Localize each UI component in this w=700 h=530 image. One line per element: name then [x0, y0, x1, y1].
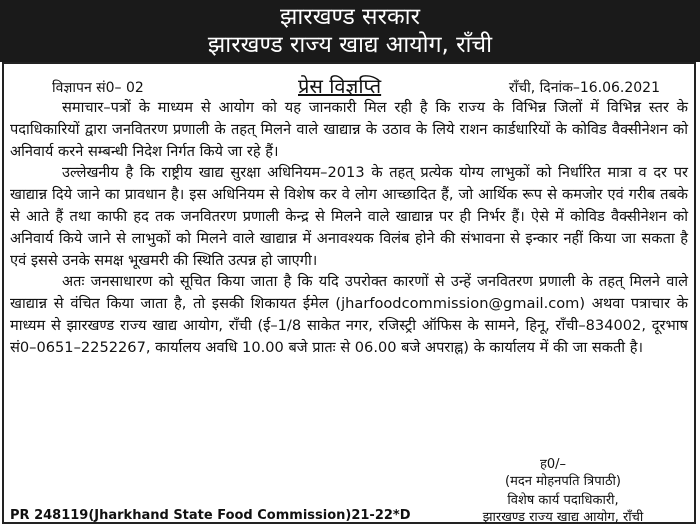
commission-title: झारखण्ड राज्य खाद्य आयोग, राँची [207, 32, 493, 58]
signatory-designation: विशेष कार्य पदाधिकारी, [507, 493, 619, 508]
signatory-organization: झारखण्ड राज्य खाद्य आयोग, राँची [482, 510, 644, 525]
paragraph-3: अतः जनसाधारण को सूचित किया जाता है कि यदि उपरोक्त कारणों से उन्हें जनवितरण प्रणाली के तहत् मिलने वाले खाद्यान्न से वंचित किया जाता है, तो इसकी शिकायत ईमेल (jharfoodcommission@gmail.com) अथवा पत्राचार के माध्यम से झारखण्ड राज्य खाद्य आयोग, राँची (ई–1/8 साकेत नगर, रजिस्ट्री ऑफिस के सामने, हिनू, राँची–834002, दूरभाष सं0–0651–2252267, कार्यालय अवधि 10.00 बजे प्रातः से 06.00 बजे अपराह्न) के कार्यालय में की जा सकती है। [10, 273, 688, 356]
release-code: PR 248119(Jharkhand State Food Commission)21-22*D [10, 508, 411, 523]
signatory-name: (मदन मोहनपति त्रिपाठी) [505, 474, 621, 489]
place-date: राँची, दिनांक–16.06.2021 [508, 80, 660, 96]
press-release-title: प्रेस विज्ञप्ति [298, 74, 382, 98]
paragraph-1: समाचार–पत्रों के माध्यम से आयोग को यह जानकारी मिल रही है कि राज्य के विभिन्न जिलों में विभिन्न स्तर के पदाधिकारियों द्वारा जनवितरण प्रणाली के तहत् मिलने वाले खाद्यान्न के उठाव के लिये राशन कार्डधारियों के कोविड वैक्सीनेशन को अनिवार्य करने सम्बन्धी निदेश निर्गत किये जा रहे हैं। [10, 99, 688, 160]
signature-mark: ह0/– [540, 457, 567, 472]
body-text [10, 97, 688, 359]
paragraph-2: उल्लेखनीय है कि राष्ट्रीय खाद्य सुरक्षा अधिनियम–2013 के तहत् प्रत्येक योग्य लाभुकों को निर्धारित मात्रा व दर पर खाद्यान्न दिये जाने का प्रावधान है। इस अधिनियम से विशेष कर वे लोग आच्छादित हैं, जो आर्थिक रूप से कमजोर एवं गरीब तबके से आते हैं तथा काफी हद तक जनवितरण प्रणाली केन्द्र से मिलने वाले खाद्यान्न पर ही निर्भर हैं। ऐसे में कोविड वैक्सीनेशन को अनिवार्य किये जाने से लाभुकों को मिलने वाले खाद्यान्न में अनावश्यक विलंब होने की संभावना से इन्कार नहीं किया जा सकता है एवं इससे उनके समक्ष भूखमरी की स्थिति उत्पन्न हो जाएगी। [10, 164, 688, 269]
ad-number: विज्ञापन सं0– 02 [52, 80, 144, 96]
government-title: झारखण्ड सरकार [279, 4, 421, 30]
header-banner [0, 0, 700, 62]
